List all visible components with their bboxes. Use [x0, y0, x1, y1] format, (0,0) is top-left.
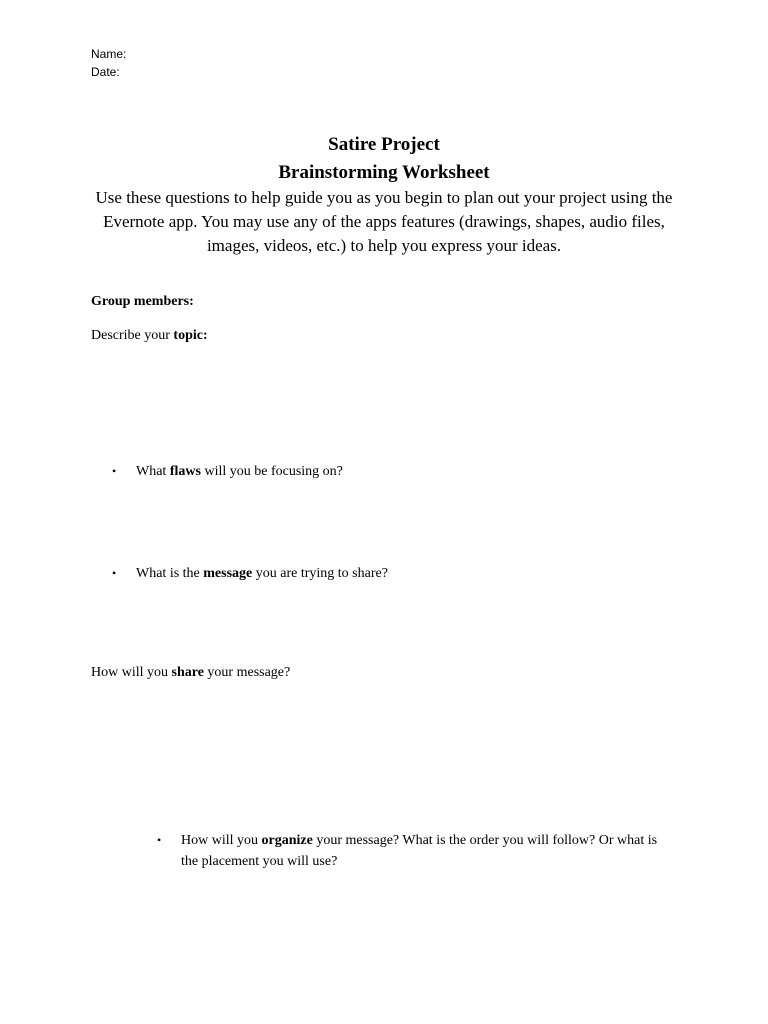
page-title: Satire Project: [328, 134, 440, 155]
bullet-icon: •: [112, 464, 117, 478]
bullet-icon: •: [112, 566, 117, 580]
share-keyword: share: [171, 665, 204, 680]
name-label: Name:: [91, 47, 127, 61]
share-question-end: your message?: [203, 665, 291, 680]
share-question-start: How will you: [91, 665, 172, 680]
message-question-text: [136, 563, 388, 584]
flaws-question-end: will you be focusing on?: [200, 464, 343, 479]
message-question-start: What is the: [136, 566, 204, 581]
flaws-question-text: [136, 461, 343, 482]
topic-prompt-text: Describe your: [91, 328, 174, 343]
bullet-icon: •: [157, 833, 162, 847]
organize-question-end: your message? What is the order you will follow? Or what is the placement you will use?: [181, 833, 658, 869]
share-question: [91, 664, 290, 682]
organize-question-text: [181, 830, 671, 872]
flaws-keyword: flaws: [169, 464, 201, 479]
date-label: Date:: [91, 65, 120, 79]
message-keyword: message: [203, 566, 253, 581]
intro-paragraph: Use these questions to help guide you as you begin to plan out your project using the Evernote app. You may use any of the apps features (drawings, shapes, audio files, images, videos, etc.) to help you express your ideas.: [95, 188, 673, 255]
message-question-end: you are trying to share?: [252, 566, 388, 581]
topic-prompt: [91, 327, 208, 345]
topic-keyword: topic:: [173, 328, 208, 343]
page-subtitle: Brainstorming Worksheet: [278, 162, 490, 183]
organize-keyword: organize: [261, 833, 313, 848]
group-members-label: Group members:: [91, 294, 194, 309]
organize-question-start: How will you: [181, 833, 262, 848]
flaws-question-start: What: [136, 464, 170, 479]
